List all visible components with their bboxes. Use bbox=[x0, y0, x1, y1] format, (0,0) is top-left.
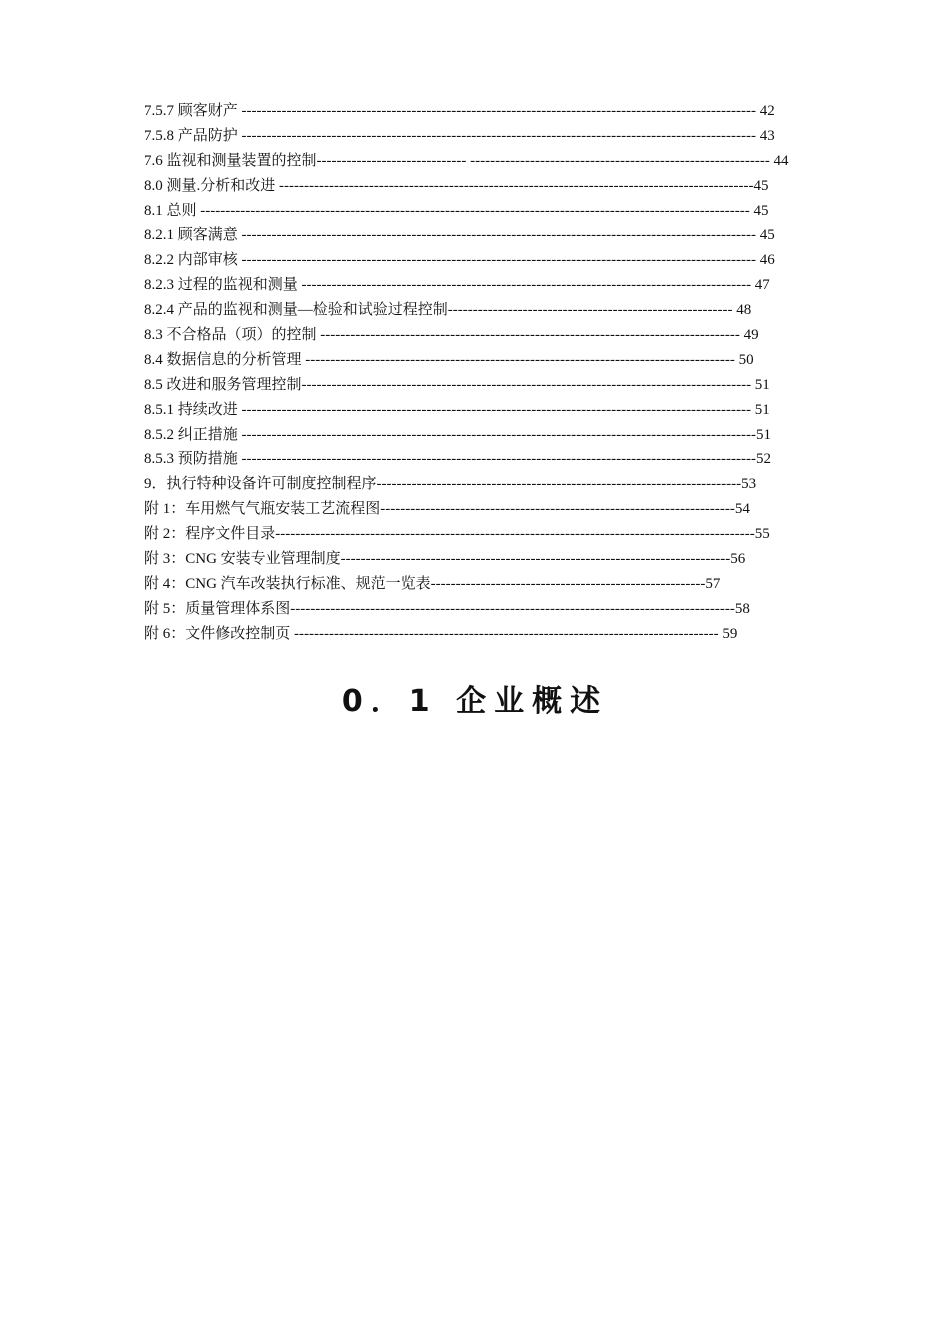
toc-entry[interactable]: 8.2.2 内部审核 ------------------------------------------------------------------------------------------------------- 46 bbox=[144, 252, 775, 269]
toc-entry[interactable]: 附 1：车用燃气气瓶安装工艺流程图-----------------------------------------------------------------------54 bbox=[144, 501, 750, 518]
toc-entry[interactable]: 8.5.3 预防措施 -------------------------------------------------------------------------------------------------------52 bbox=[144, 451, 771, 468]
toc-entry[interactable]: 8.2.3 过程的监视和测量 ------------------------------------------------------------------------------------------ 47 bbox=[144, 277, 770, 294]
section-heading: 0．1 企业概述 bbox=[341, 684, 609, 719]
toc-entry[interactable]: 7.5.8 产品防护 ------------------------------------------------------------------------------------------------------- 43 bbox=[144, 127, 775, 144]
toc-entry[interactable]: 8.5 改进和服务管理控制------------------------------------------------------------------------------------------ 51 bbox=[144, 376, 770, 393]
toc-entry[interactable]: 附 2：程序文件目录------------------------------------------------------------------------------------------------55 bbox=[144, 526, 770, 543]
toc-entry[interactable]: 9．执行特种设备许可制度控制程序-------------------------------------------------------------------------53 bbox=[144, 476, 757, 493]
toc-entry[interactable]: 附 5：质量管理体系图-----------------------------------------------------------------------------------------58 bbox=[144, 600, 750, 617]
toc-entry[interactable]: 附 3：CNG 安装专业管理制度------------------------------------------------------------------------------56 bbox=[144, 551, 746, 568]
toc-entry[interactable]: 8.2.4 产品的监视和测量—检验和试验过程控制--------------------------------------------------------- 48 bbox=[144, 302, 752, 319]
toc-entry[interactable]: 附 6：文件修改控制页 ------------------------------------------------------------------------------------- 59 bbox=[144, 625, 738, 642]
toc-entry[interactable]: 7.6 监视和测量装置的控制------------------------------ ------------------------------------------------------------ 44 bbox=[144, 152, 789, 169]
table-of-contents bbox=[144, 99, 834, 647]
toc-entry[interactable]: 8.5.1 持续改进 ------------------------------------------------------------------------------------------------------ 51 bbox=[144, 401, 770, 418]
toc-entry[interactable]: 8.2.1 顾客满意 ------------------------------------------------------------------------------------------------------- 45 bbox=[144, 227, 775, 244]
toc-entry[interactable]: 附 4：CNG 汽车改装执行标准、规范一览表-------------------------------------------------------57 bbox=[144, 575, 721, 592]
toc-entry[interactable]: 8.5.2 纠正措施 -------------------------------------------------------------------------------------------------------51 bbox=[144, 426, 771, 443]
toc-entry[interactable]: 8.4 数据信息的分析管理 -------------------------------------------------------------------------------------- 50 bbox=[144, 351, 754, 368]
toc-entry[interactable]: 8.1 总则 -------------------------------------------------------------------------------------------------------------- 45 bbox=[144, 202, 769, 219]
toc-entry[interactable]: 7.5.7 顾客财产 ------------------------------------------------------------------------------------------------------- 42 bbox=[144, 103, 775, 119]
toc-entry[interactable]: 8.3 不合格品（项）的控制 ------------------------------------------------------------------------------------ 49 bbox=[144, 327, 759, 344]
toc-entry[interactable]: 8.0 测量.分析和改进 -----------------------------------------------------------------------------------------------45 bbox=[144, 177, 769, 194]
